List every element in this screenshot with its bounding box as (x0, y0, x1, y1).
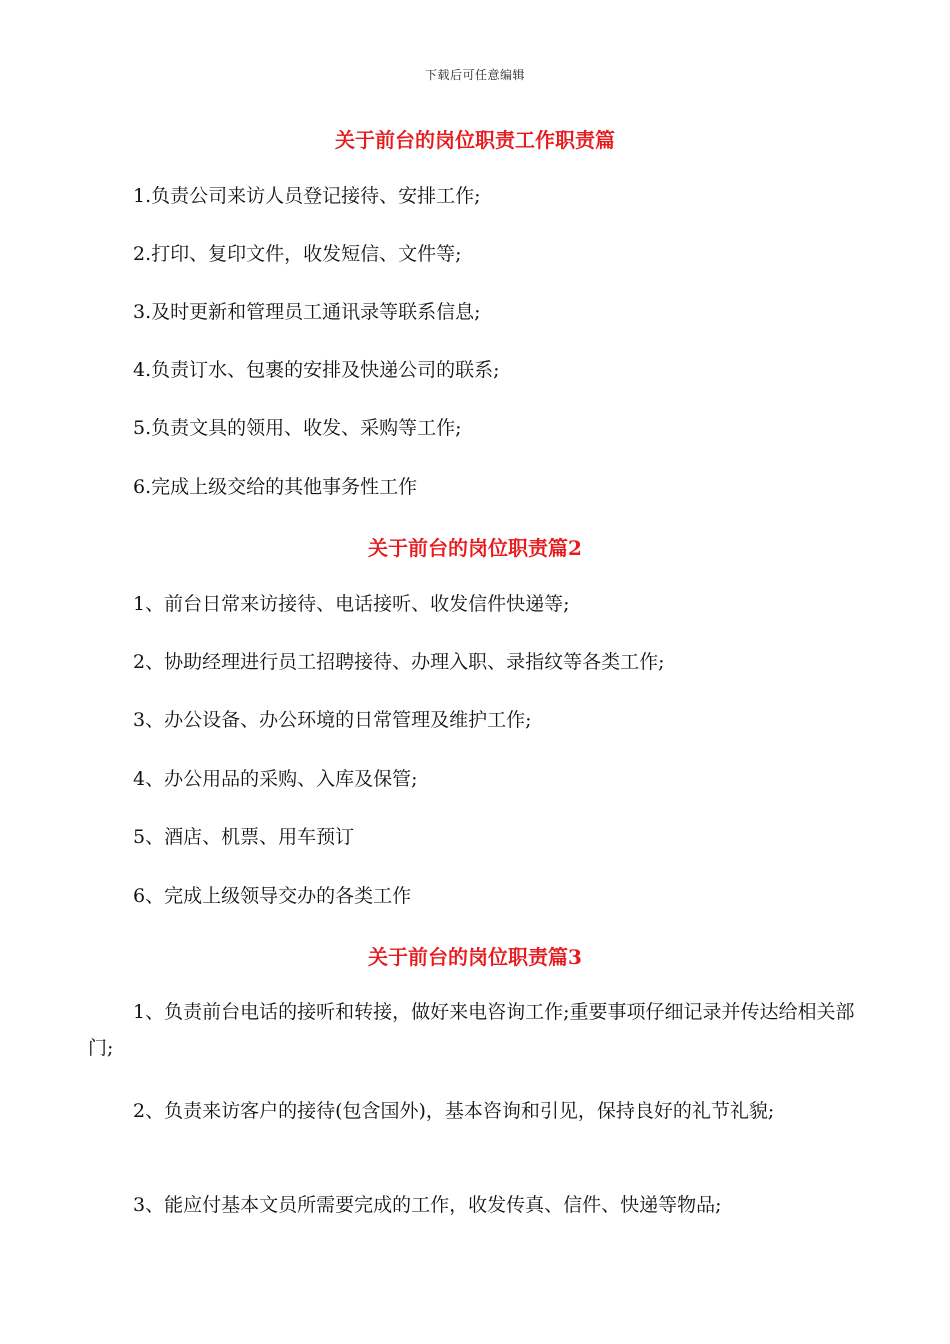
section3-paragraph: 2、负责来访客户的接待(包含国外)，基本咨询和引见，保持良好的礼节礼貌; (133, 1100, 775, 1122)
section3-paragraph: 1、负责前台电话的接听和转接，做好来电咨询工作;重要事项仔细记录并传达给相关部门; (88, 1001, 855, 1059)
section2-item: 2、协助经理进行员工招聘接待、办理入职、录指纹等各类工作; (133, 651, 665, 673)
section3-paragraph: 3、能应付基本文员所需要完成的工作，收发传真、信件、快递等物品; (133, 1194, 722, 1216)
section2-item: 5、酒店、机票、用车预订 (133, 826, 355, 848)
section1-item: 5.负责文具的领用、收发、采购等工作; (133, 417, 462, 439)
section2-item: 6、完成上级领导交办的各类工作 (133, 885, 412, 907)
section1-item: 4.负责订水、包裹的安排及快递公司的联系; (133, 359, 500, 381)
section1-item: 6.完成上级交给的其他事务性工作 (133, 476, 418, 498)
section1-item: 2.打印、复印文件，收发短信、文件等; (133, 243, 462, 265)
section3-title: 关于前台的岗位职责篇3 (368, 945, 582, 969)
section2-item: 4、办公用品的采购、入库及保管; (133, 768, 418, 790)
section1-item: 3.及时更新和管理员工通讯录等联系信息; (133, 301, 481, 323)
section2-item: 3、办公设备、办公环境的日常管理及维护工作; (133, 709, 532, 731)
section2-item: 1、前台日常来访接待、电话接听、收发信件快递等; (133, 593, 570, 615)
section1-item: 1.负责公司来访人员登记接待、安排工作; (133, 185, 481, 207)
section1-title: 关于前台的岗位职责工作职责篇 (335, 128, 615, 152)
section2-title: 关于前台的岗位职责篇2 (368, 536, 582, 560)
header-note: 下载后可任意编辑 (424, 68, 525, 82)
